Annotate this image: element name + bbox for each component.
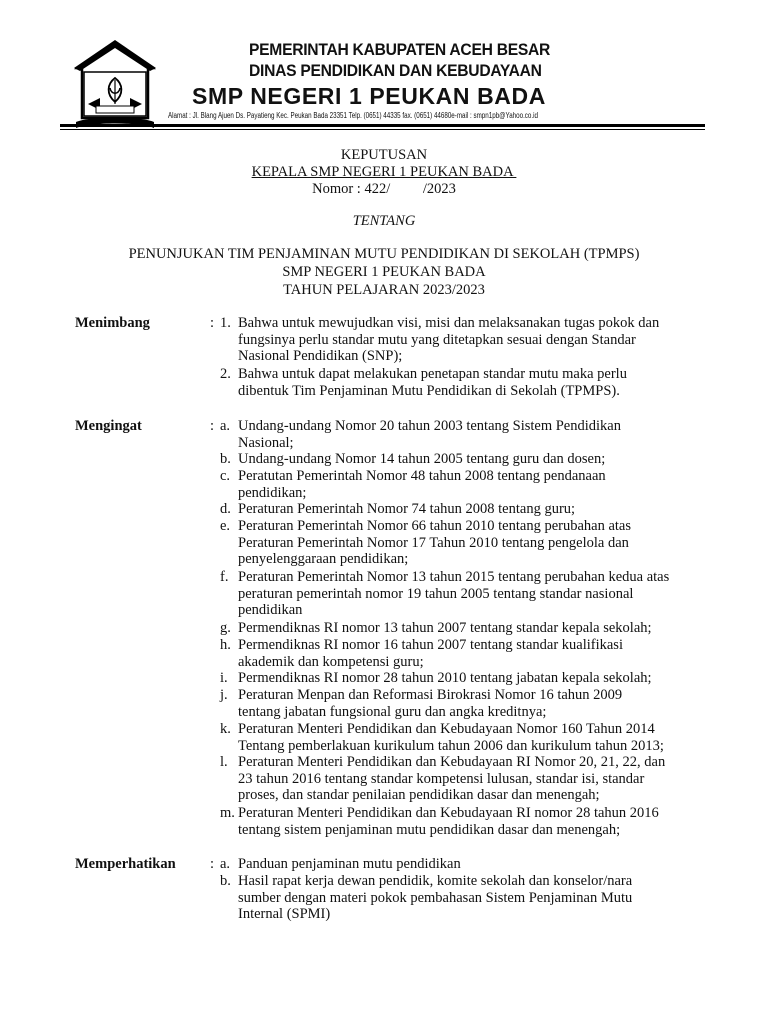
- doc-issuer: [0, 164, 768, 181]
- list-line: Nasional Pendidikan (SNP);: [238, 348, 403, 365]
- list-marker: a.: [220, 856, 231, 872]
- list-marker: f.: [220, 569, 229, 585]
- header-divider-thick: [60, 124, 705, 127]
- doc-subject-line3: TAHUN PELAJARAN 2023/2023: [283, 282, 485, 298]
- list-line: tentang jabatan fungsional guru dan angka kreditnya;: [238, 703, 547, 720]
- list-marker: e.: [220, 518, 231, 534]
- list-marker: i.: [220, 670, 228, 686]
- header-department: DINAS PENDIDIKAN DAN KEBUDAYAAN: [249, 61, 542, 80]
- aceh-besar-crest-icon: [70, 38, 160, 130]
- list-line: dibentuk Tim Penjaminan Mutu Pendidikan di Sekolah (TPMPS).: [238, 382, 620, 399]
- list-line: sumber dengan materi pokok pembahasan Sistem Penjaminan Mutu: [238, 889, 633, 906]
- list-line: Nasional;: [238, 434, 294, 451]
- list-marker: b.: [220, 873, 231, 889]
- list-line: Peraturan Menpan dan Reformasi Birokrasi Nomor 16 tahun 2009: [238, 687, 623, 703]
- doc-type-title: KEPUTUSAN: [340, 147, 428, 163]
- section-colon: :: [210, 856, 215, 872]
- list-line: Panduan penjaminan mutu pendidikan: [238, 856, 461, 872]
- list-marker: 1.: [220, 315, 231, 331]
- list-marker: 2.: [220, 366, 231, 382]
- list-line: Peraturan Menteri Pendidikan dan Kebudayaan RI nomor 28 tahun 2016: [238, 805, 659, 821]
- header-school-name: SMP NEGERI 1 PEUKAN BADA: [192, 83, 546, 109]
- list-marker: a.: [220, 418, 231, 434]
- section-label-memperhatikan: Memperhatikan: [75, 856, 176, 872]
- list-marker: g.: [220, 620, 231, 636]
- section-label-menimbang: Menimbang: [75, 315, 150, 331]
- section-colon: :: [210, 315, 215, 331]
- list-marker: l.: [220, 754, 228, 770]
- list-marker: b.: [220, 451, 231, 467]
- list-line: proses, dan standar penilaian pendidikan dasar dan menengah;: [238, 787, 600, 804]
- list-line: Undang-undang Nomor 14 tahun 2005 tentang guru dan dosen;: [238, 451, 606, 467]
- list-line: Bahwa untuk dapat melakukan penetapan standar mutu maka perlu: [238, 366, 627, 382]
- list-line: Internal (SPMI): [238, 906, 331, 923]
- list-marker: h.: [220, 637, 231, 653]
- list-line: Peraturan Pemerintah Nomor 13 tahun 2015 tentang perubahan kedua atas: [238, 569, 670, 585]
- list-marker: d.: [220, 501, 231, 517]
- list-line: Peraturan Pemerintah Nomor 17 Tahun 2010 tentang pengelola dan: [238, 534, 629, 551]
- list-line: pendidikan;: [238, 484, 307, 501]
- list-line: Permendiknas RI nomor 28 tahun 2010 tentang jabatan kepala sekolah;: [238, 670, 652, 686]
- list-line: tentang sistem penjaminan mutu pendidikan dasar dan menengah;: [238, 821, 621, 838]
- list-line: Undang-undang Nomor 20 tahun 2003 tentang Sistem Pendidikan: [238, 418, 621, 434]
- header-divider-thin: [60, 129, 705, 130]
- list-line: Bahwa untuk mewujudkan visi, misi dan melaksanakan tugas pokok dan: [238, 315, 660, 331]
- header-government: PEMERINTAH KABUPATEN ACEH BESAR: [249, 40, 551, 59]
- section-colon: :: [210, 418, 215, 434]
- doc-subject-line1: PENUNJUKAN TIM PENJAMINAN MUTU PENDIDIKAN DI SEKOLAH (TPMPS): [128, 246, 640, 262]
- list-marker: c.: [220, 468, 231, 484]
- section-label-mengingat: Mengingat: [75, 418, 142, 434]
- doc-issuer-text: KEPALA SMP NEGERI 1 PEUKAN BADA: [251, 164, 517, 180]
- letterhead: [0, 0, 768, 135]
- doc-number: Nomor : 422/ /2023: [312, 181, 456, 197]
- list-line: Peraturan Pemerintah Nomor 66 tahun 2010 tentang perubahan atas: [238, 518, 631, 534]
- list-line: Peraturan Menteri Pendidikan dan Kebudayaan RI Nomor 20, 21, 22, dan: [238, 754, 666, 770]
- list-line: akademik dan kompetensi guru;: [238, 653, 424, 670]
- list-line: Permendiknas RI nomor 16 tahun 2007 tentang standar kualifikasi: [238, 637, 623, 653]
- doc-subject-line2: SMP NEGERI 1 PEUKAN BADA: [282, 264, 486, 280]
- list-line: 23 tahun 2016 tentang standar kompetensi lulusan, standar isi, standar: [238, 770, 645, 787]
- list-line: penyelenggaraan pendidikan;: [238, 551, 409, 568]
- list-marker: j.: [220, 687, 228, 703]
- list-line: Peraturan Pemerintah Nomor 74 tahun 2008 tentang guru;: [238, 501, 576, 517]
- list-line: peraturan pemerintah nomor 19 tahun 2005 tentang standar nasional: [238, 585, 634, 602]
- header-address: Alamat : Jl. Blang Ajuen Ds. Payatieng Kec. Peukan Bada 23351 Telp. (0651) 44335 fax. (0651) 44680e-mail : smpn1pb@Yahoo.co.id: [168, 111, 539, 120]
- list-line: Hasil rapat kerja dewan pendidik, komite sekolah dan konselor/nara: [238, 873, 633, 889]
- doc-tentang: TENTANG: [352, 213, 416, 229]
- list-line: Peratutan Pemerintah Nomor 48 tahun 2008 tentang pendanaan: [238, 468, 606, 484]
- list-line: Peraturan Menteri Pendidikan dan Kebudayaan Nomor 160 Tahun 2014: [238, 721, 655, 737]
- list-marker: k.: [220, 721, 231, 737]
- list-line: fungsinya perlu standar mutu yang ditetapkan sesuai dengan Standar: [238, 331, 636, 348]
- list-line: pendidikan: [238, 602, 303, 619]
- list-marker: m.: [220, 805, 235, 821]
- list-line: Permendiknas RI nomor 13 tahun 2007 tentang standar kepala sekolah;: [238, 620, 652, 636]
- list-line: Tentang pemberlakuan kurikulum tahun 2006 dan kurikulum tahun 2013;: [238, 737, 664, 754]
